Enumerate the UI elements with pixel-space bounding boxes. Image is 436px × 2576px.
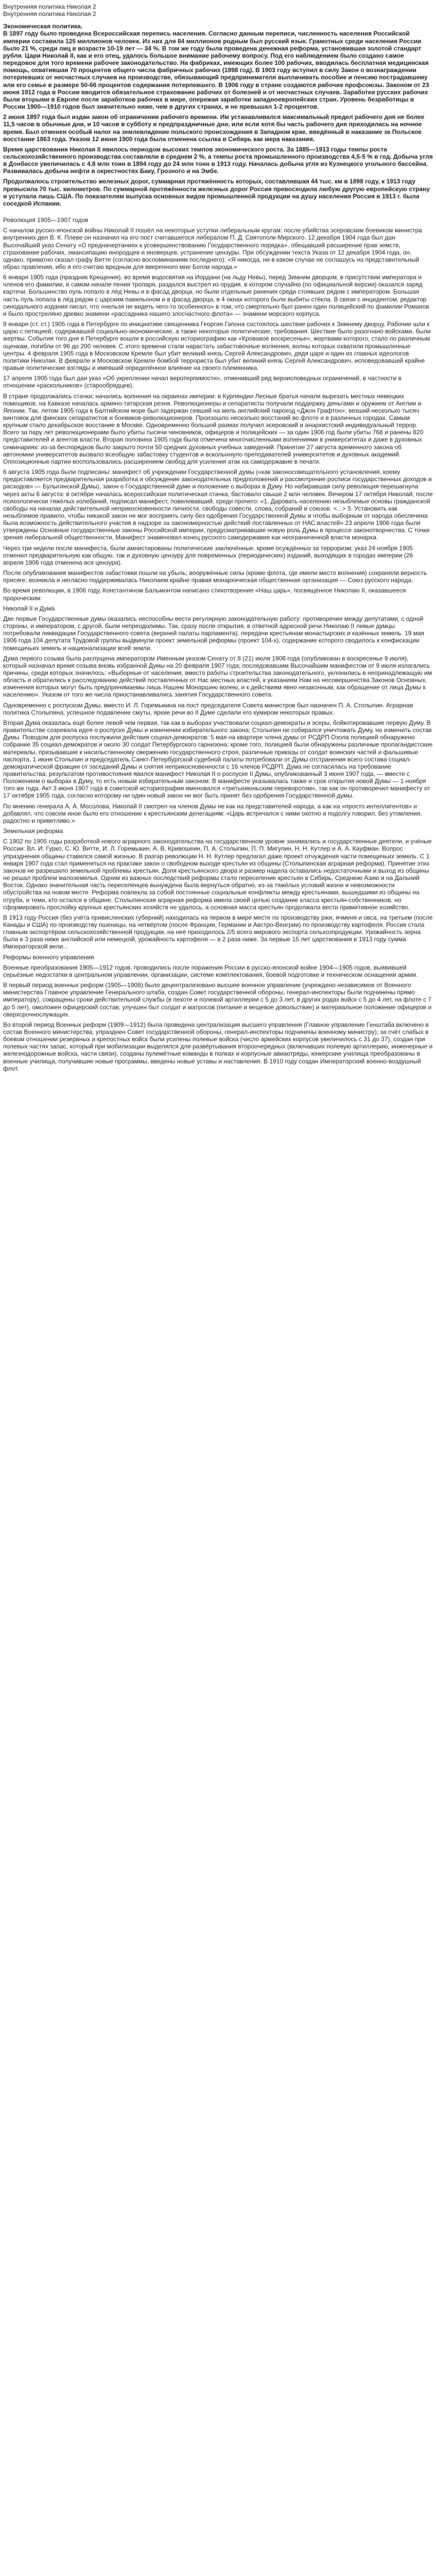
- paragraph: Одновременно с роспуском Думы, вместо И. Л. Горемыкина на пост председателя Совета министров был назначен П. А. Столыпин. Аграрная политика Столыпина, успешное подавление смуты, яркие речи во II Думе сделали его кумиром некоторых правых.: [3, 701, 413, 716]
- paragraph: Две первые Государственные думы оказались неспособны вести регулярную законодательную работу: противоречия между депутатами, с одной стороны, и императором, с другой, были непреодолимы. Так, сразу после открытия, в ответной адресной речи Николаю II левые думцы потребовали ликвидации Государственного совета (верхней палаты парламента), передачи крестьянам монастырских и казённых земель. 19 мая 1906 года 104 депутата Трудовой группы выдвинули проект земельной реформы (проект 104-х), содержание которого сводилось к конфискации помещичьих земель и национализации всей земли.: [3, 615, 425, 652]
- paragraph: 17 апреля 1905 года был дан указ «Об укреплении начал веротерпимости», отменивший ряд вероисповедных ограничений, в частности в отношении «раскольников» (старообрядцев).: [3, 375, 402, 389]
- document-section: [3, 23, 433, 207]
- paragraph: Время царствования Николая II явилось периодом высоких темпов экономического роста. За 1885—1913 годы темпы роста сельскохозяйственного производства составляли в среднем 2 %, а темпы роста промышленного производства 4,5-5 % в год. Добыча угля в Донбассе увеличилась с 4,8 млн тонн в 1894 году до 24 млн тонн в 1913 году. Началась добыча угля из Кузнецкого угольного бассейна. Развивалась добыча нефти в окрестностях Баку, Грозного и на Эмбе.: [3, 145, 433, 175]
- paragraph: В стране продолжались стачки; начались волнения на окраинах империи: в Курляндии Лесные братья начали вырезать местных немецких помещиков, на Кавказе началась армяно-татарская резня. Революционеры и сепаратисты получали поддержку деньгами и оружием от Англии и Японии. Так, летом 1905 года в Балтийском море был задержан севший на мель английский пароход «Джон Графтон», везший несколько тысяч винтовок для финских сепаратистов и боевиков-революционеров. Произошло несколько восстаний во флоте и в различных городах. Самым крупным стало декабрьское восстание в Москве. Одновременно большой размах получил эсеровский и анархистский индивидуальный террор. Всего за пару лет революционерами было убиты тысячи чиновников, офицеров и полицейских — за один 1906 год были убиты 768 и ранены 820 представителей и агентов власти. Вторая половина 1905 года была отмечена многочисленными волнениями в университетах и даже в духовных семинариях: из-за беспорядков было закрыто почти 50 средних духовных учебных заведений. Принятие 27 августа временного закона об автономии университетов вызвало всеобщую забастовку студентов и всколыхнуло преподавателей университетов и духовных академий. Оппозиционные партии воспользовались расширением свобод для усиления атак на самодержавие в печати.: [3, 392, 424, 465]
- paragraph: Дума первого созыва была распущена императором Именным указом Сенату от 8 (21) июля 1906 года (опубликован в воскресенье 9 июля), который назначал время созыва вновь избранной Думы на 20 февраля 1907 года; последовавшим Высочайшим манифестом от 9 июля излагались причины, среди которых значилось: «Выборные от населения, вместо работы строительства законодательного, уклонились в непринадлежащую им область и обратились к расследованию действий поставленных от Нас местных властей, к указаниям Нам на несовершенства Законов Основных, изменения которых могут быть предпринимаемы лишь Нашею Монаршею волею, и к действиям явно незаконным, как обращение от лица Думы к населению». Указом от того же числа приостанавливались занятия Государственного совета.: [3, 654, 432, 699]
- paragraph: 9 января (ст. ст.) 1905 года в Петербурге по инициативе священника Георгия Гапона состоялось шествие рабочих к Зимнему дворцу. Рабочие шли к царю с петицией, содержавшей социально-экономические, а также некоторые политические, требования. Шествие было разогнано войсками, были жертвы. События того дня в Петербурге вошли в российскую историографию как «Кровавое воскресенье», жертвами которого, стало по различным оценкам, погибли от 96 до 200 человек. С этого времени стали нарастать забастовочные волнения, волны которых охватили промышленные центры. 4 февраля 1905 года в Московском Кремле был убит великий князь Сергей Александрович, дядя царя и один из главных идеологов политики Николая. В феврале и Московском Кремле бомбой террориста был убит великий князь Сергей Александрович, исповедовавший крайне правые политические взгляды и имевший определённое влияние на своего племянника.: [3, 320, 431, 372]
- paragraph: Вторая Дума оказалась ещё более левой чем первая, так как в выборах участвовали социал-демократы и эсеры, бойкотировавшие первую Думу. В правительстве созревала идея о роспуске Думы и изменении избирательного закона; Столыпин не собирался уничтожать Думу, но изменить состав Думы. Поводом для роспуска послужили действия социал-демократов: 5 мая на квартире члена думы от РСДРП Озола полицией обнаружено собрание 35 социал-демократов и около 30 солдат Петербургского гарнизона; кроме того, полицией были обнаружены различные пропагандистские материалы, призывавшие к насильственному свержению государственного строя, различные приказы от солдат воинских частей и фальшивые паспорта. 1 июня Столыпин и председатель Санкт-Петербургской судебной палаты потребовали от Думы отстранения всего состава социал-демократической фракции от заседаний Думы и снятия неприкосновенности с 16 членов РСДРП. Дума не согласилась на требование правительства; результатом противостояния явился манифест Николая II о роспуске II Думы, опубликованный 3 июня 1907 года, — вместе с Положением о выборах в Думу, то есть новым избирательным законом. В манифесте указывалась также и срок открытия новой Думы — 1 ноября того же года. Акт 3 июня 1907 года в советской историографии именовался «третьеиюньским переворотом», так как он противоречил манифесту от 17 октября 1905 года, согласно которому ни один новый закон не мог быть принят без одобрения Государственной думы.: [3, 719, 433, 800]
- paragraph: В 1897 году было проведена Всероссийская перепись населения. Согласно данным переписи, численность населения Российской империи составила 125 миллионов человек. Из них для 84 миллионов родным был русский язык. Грамотных среди населения России было 21 %, среди лиц в возрасте 10-19 лет — 34 %. В том же году была проведена денежная реформа, установившая золотой стандарт рубля. Цари Николай II, как и его отец, удалось большое внимание рабочему вопросу. Под его наблюдением было создано самое передовое для того времени рабочее законодательство. На фабриках, имеющих более 100 рабочих, вводилась бесплатная медицинская помощь, охватившая 70 процентов общего числа фабричных рабочих (1898 год). В 1903 году вступил в силу Закон о вознаграждении потерпевших от несчастных случаев на производстве, обязывающий предпринимателя выплачивать пособие и пенсию пострадавшему или его семье в размере 50-66 процентов содержания потерпевшего. В 1906 году в стране создаются рабочие профсоюзы. Законом от 23 июня 1912 года в России вводится обязательное страхование рабочих от болезней и от несчастных случаев. Заработки русских рабочих были вторыми в Европе после заработков рабочих в мире, опережая заработки западноевропейских стран. Уровень безработицы в России 1900—1910 годов был значительно ниже, чем в других странах, и не превышал 1-2 процентов.: [3, 30, 429, 111]
- paragraph: В первый период военных реформ (1905—1908) было децентрализовано высшее военное управление (учреждено независимое от Военного министерства Главное управление Генерального штаба, создан Совет государственной обороны, генерал-инспекторы были подчинены прямо императору), сокращены сроки действительной службы (в пехоте и полевой артиллерии с 5 до 3 лет, в других родах войск с 5 до 4 лет, на флоте с 7 до 5 лет), омоложен офицерский состав; улучшен быт солдат и матросов (питание и вещевое довольствие) и материальное положение офицеров и сверхсрочнослужащих.: [3, 981, 432, 1018]
- paragraph: 2 июня 1897 года был издан закон об ограничении рабочего времени. Им устанавливался максимальный предел рабочего дня не более 11,5 часов в обычные дни, и 10 часов в субботу и предпраздничные дни, или если хотя бы часть рабочего дня приходилась на ночное время. Был отменен особый налог на землевладение польского происхождения в Западном крае, введённый в наказание за Польское восстание 1863 года. Указом 12 июня 1900 года была отменена ссылка в Сибирь как мера наказания.: [3, 113, 425, 143]
- page-title: Внутренняя политика Николая 2: [3, 10, 96, 18]
- paragraph: Николай II и Дума: [3, 604, 55, 612]
- paragraph: Во время революции, в 1906 году, Константином Бальмонтом написано стихотворение «Наш царь», посвящённое Николаю II, оказавшееся пророческим:: [3, 587, 406, 602]
- paragraph: Военные преобразования 1905—1912 годов, проводились после поражения России в русско-японской войне 1904—1905 годов, выявившей серьёзные недостатки в центральном управлении, организации, системе комплектования, боевой подготовке и техническом оснащении армии.: [3, 963, 418, 978]
- paragraph: Революция 1905—1907 годов: [3, 216, 89, 224]
- paragraph: Реформы военного управления: [3, 953, 94, 961]
- document-body: [3, 23, 433, 1072]
- document-section: [3, 210, 433, 1072]
- section-title: Экономическая политика.: [3, 23, 83, 30]
- paragraph: В 1913 году Россия (без учёта привисленских губерний) находилась на первом в мире месте по производству ржи, ячменя и овса, на третьем (после Канады и США) по производству пшеницы, на четвёртом (после Франции, Германии и Австро-Венгрии) по производству картофеля. Россия стала главным экспортёром сельскохозяйственной продукции, на неё приходилось 2/5 всего мирового экспорта сельхозпродукции. Урожайность зерна была в 3 раза ниже английской или немецкой, урожайность картофеля — в 2 раза ниже. За первые 15 лет царствования в 1913 году сумма Императорской вели...: [3, 913, 433, 951]
- paragraph: Земельная реформа: [3, 827, 63, 835]
- section-gap: [3, 210, 433, 216]
- paragraph: 6 января 1905 года (праздник Крещения), во время водосвятия на Иордани (на льду Невы), перед Зимним дворцом, в присутствии императора и членов его фамилии, в самом начале пения тропаря, раздался выстрел из орудия, в котором случайно (по официальной версии) оказался заряд картечи. Большинство пуль попало в лёд Невы и в фасад дворца, но были отдельные ранения среди стоявших рядом с императором. Большая часть пуль попала в лёд рядом с царским павильоном и в фасад дворца, в 4 окнах которого были выбиты стёкла. В связи с инцидентом, редактор синодального издания писал, что «нельзя не видеть чего-то особенного» в том, что смертельно был ранен один полицейский по фамилии Романов и было простреляно древко знамени «рассадника нашего злосчастного флота» — знамени морского корпуса.: [3, 274, 429, 317]
- paragraph: По мнению генерала А. А. Мосолова, Николай II смотрел на членов Думы не как на представителей народа, а как на «просто интеллигентов» и добавлял, что совсем иное было его отношение к крестьянским делегациям: «Царь встречался с ними охотно и подолгу говорил, без утомления, радостно и приветливо.»: [3, 802, 422, 824]
- paragraph: Через три недели после манифеста, были амнистированы политические заключённые, кроме осуждённых за терроризм; указ 24 ноября 1905 отменил предварительную как общую, так и духовную цензуру для повременных (периодических) изданий, выходящих в городах империи (26 апреля 1906 года отменена вся цензура).: [3, 544, 413, 566]
- paragraph: С 1902 по 1905 годы разработкой нового аграрного законодательства на государственном уровне занимались и государственные деятели, и учёные России: Вл. И. Гурко, С. Ю. Витте, И. Л. Горемыкин, А. В. Кривошеин, П. А. Столыпин, П. П. Мигулин, Н. Н. Кутлер и А. А. Кауфман. Вопрос упразднения общины ставился самой жизнью. В разгар революции Н. Н. Кутлер предлагал даже проект отчуждения части помещичьих земель. С 1 января 1907 года стал применяться на практике закон о свободном выходе крестьян из общины (Столыпинская аграрная реформа). Принятие этих законов не разрешило земельной проблемы крестьян. Доля крестьянского двора и размер надела оставались недостаточными и выход из общины не решал проблем малоземелья. Одним из важных последствий реформы стало переселение крестьян в Сибирь, Среднюю Азию и на Дальний Восток. Однако значительная часть переселенцев вынуждена была вернуться обратно, из-за тяжёлых условий жизни и невозможности обустройства на новом месте. Реформа повлекла за собой постоянные социальные конфликты между крестьянами, вышедшими из общины на отруба, и теми, кто остался в общине. Столыпинская аграрная реформа имела своей целью создание класса крестьян-собственников, но сформировать прослойку крупных крестьянских хозяйств не удалось, а основная масса крестьян продолжала вести примитивное хозяйство.: [3, 838, 432, 911]
- paragraph: Продолжалось строительство железных дорог, суммарная протяжённость которых, составлявшая 44 тыс. км в 1898 году, к 1913 году превысила 70 тыс. километров. По суммарной протяжённости железных дорог Россия превосходила любую другую европейскую страну и уступала лишь США. По показателям выпуска основных видов промышленной продукции на душу населения Россия в 1913 г. была соседкой Испании.: [3, 178, 430, 207]
- paragraph: Во второй период Военных реформ (1909—1912) была проведена централизация высшего управления (Главное управление Генштаба включено в состав Военного министерства, упразднен Совет государственной обороны, генерал-инспекторы подчинены военному министру); за счёт слабых в боевом отношении резервных и крепостных войск были усилены полевые войска (число армейских корпусов увеличилось с 31 до 37), создан при полевых частях запас, который при мобилизации выделялся для развёртывания второочередных (включавших полевую артиллерию, инженерные и железнодорожные войска, части связи), созданы пулемётные команды в полках и корпусные авиаотряды, юнкерские училища преобразованы в военные училища, получившие новые программы, введены новые уставы и наставления. В 1910 году создан Императорский военно-воздушный флот.: [3, 1021, 433, 1072]
- paragraph: 6 августа 1905 года были подписаны: манифест об учреждении Государственной думы («как законосовещательного установления, коему предоставляется предварительная разработка и обсуждение законодательных предположений и рассмотрение росписи государственных доходов и расходов» — Булыгинской Думы), закон о Государственной думе и положение о выборах в Думу. Но набиравшая силу революция перешагнула через акты 6 августа: в октябре началась всероссийская политическая стачка, бастовало свыше 2 млн человек. Вечером 17 октября Николай, после психологически тяжёлых колебаний, подписал манифест, повелевавший, среди прочего: «1. Даровать населению незыблемые основы гражданской свободы на началах действительной неприкосновенности личности, свободы совести, слова, собраний и союзов. <...> 3. Установить как незыблемое правило, чтобы никакой закон не мог восприять силу без одобрения Государственной Думы и чтобы выборным от народа обеспечена была возможность действительного участия в надзоре за закономерностью действий поставленных от НАС властей» 23 апреля 1906 года были утверждены Основные государственные законы Российской империи, предусматривавшие новую роль Думы в процессе законотворчества. С точки зрения либеральной общественности, Манифест знаменовал конец русского самодержавия как неограниченной власти монарха.: [3, 468, 433, 541]
- paragraph: После опубликования манифестов забастовки пошли на убыль; вооружённые силы (кроме флота, где имели место волнения) сохраняли верность присяге; возникла и негласно поддерживалась Николаем крайне правая монархическая общественная организация — Союз русского народа.: [3, 569, 427, 584]
- document-page: [0, 0, 436, 1082]
- breadcrumb: Внутренняя политика Николая 2: [3, 3, 96, 10]
- paragraph: С началом русско-японской войны Николай II пошёл на некоторые уступки либеральным кругам: после убийства эсеровским боевиком министра внутренних дел В. К. Плеве он назначил на его пост считавшегося либералом П. Д. Святополк-Мирского. 12 декабря 1904 года был дан Высочайший указ Сенату «О предначертаниях к усовершенствованию Государственного порядка», обещавший расширение прав земств, страхование рабочих, эмансипацию инородцев и иноверцев, устранение цензуры. При обсуждении текста Указа от 12 декабря 1904 года, он, однако, приватно сказал графу Витте (согласно воспоминаниям последнего): «Я никогда, ни в каком случае не соглашусь на представительный образ правления, ибо я его считаю вредным для вверенного мне Богом народа.»: [3, 227, 422, 270]
